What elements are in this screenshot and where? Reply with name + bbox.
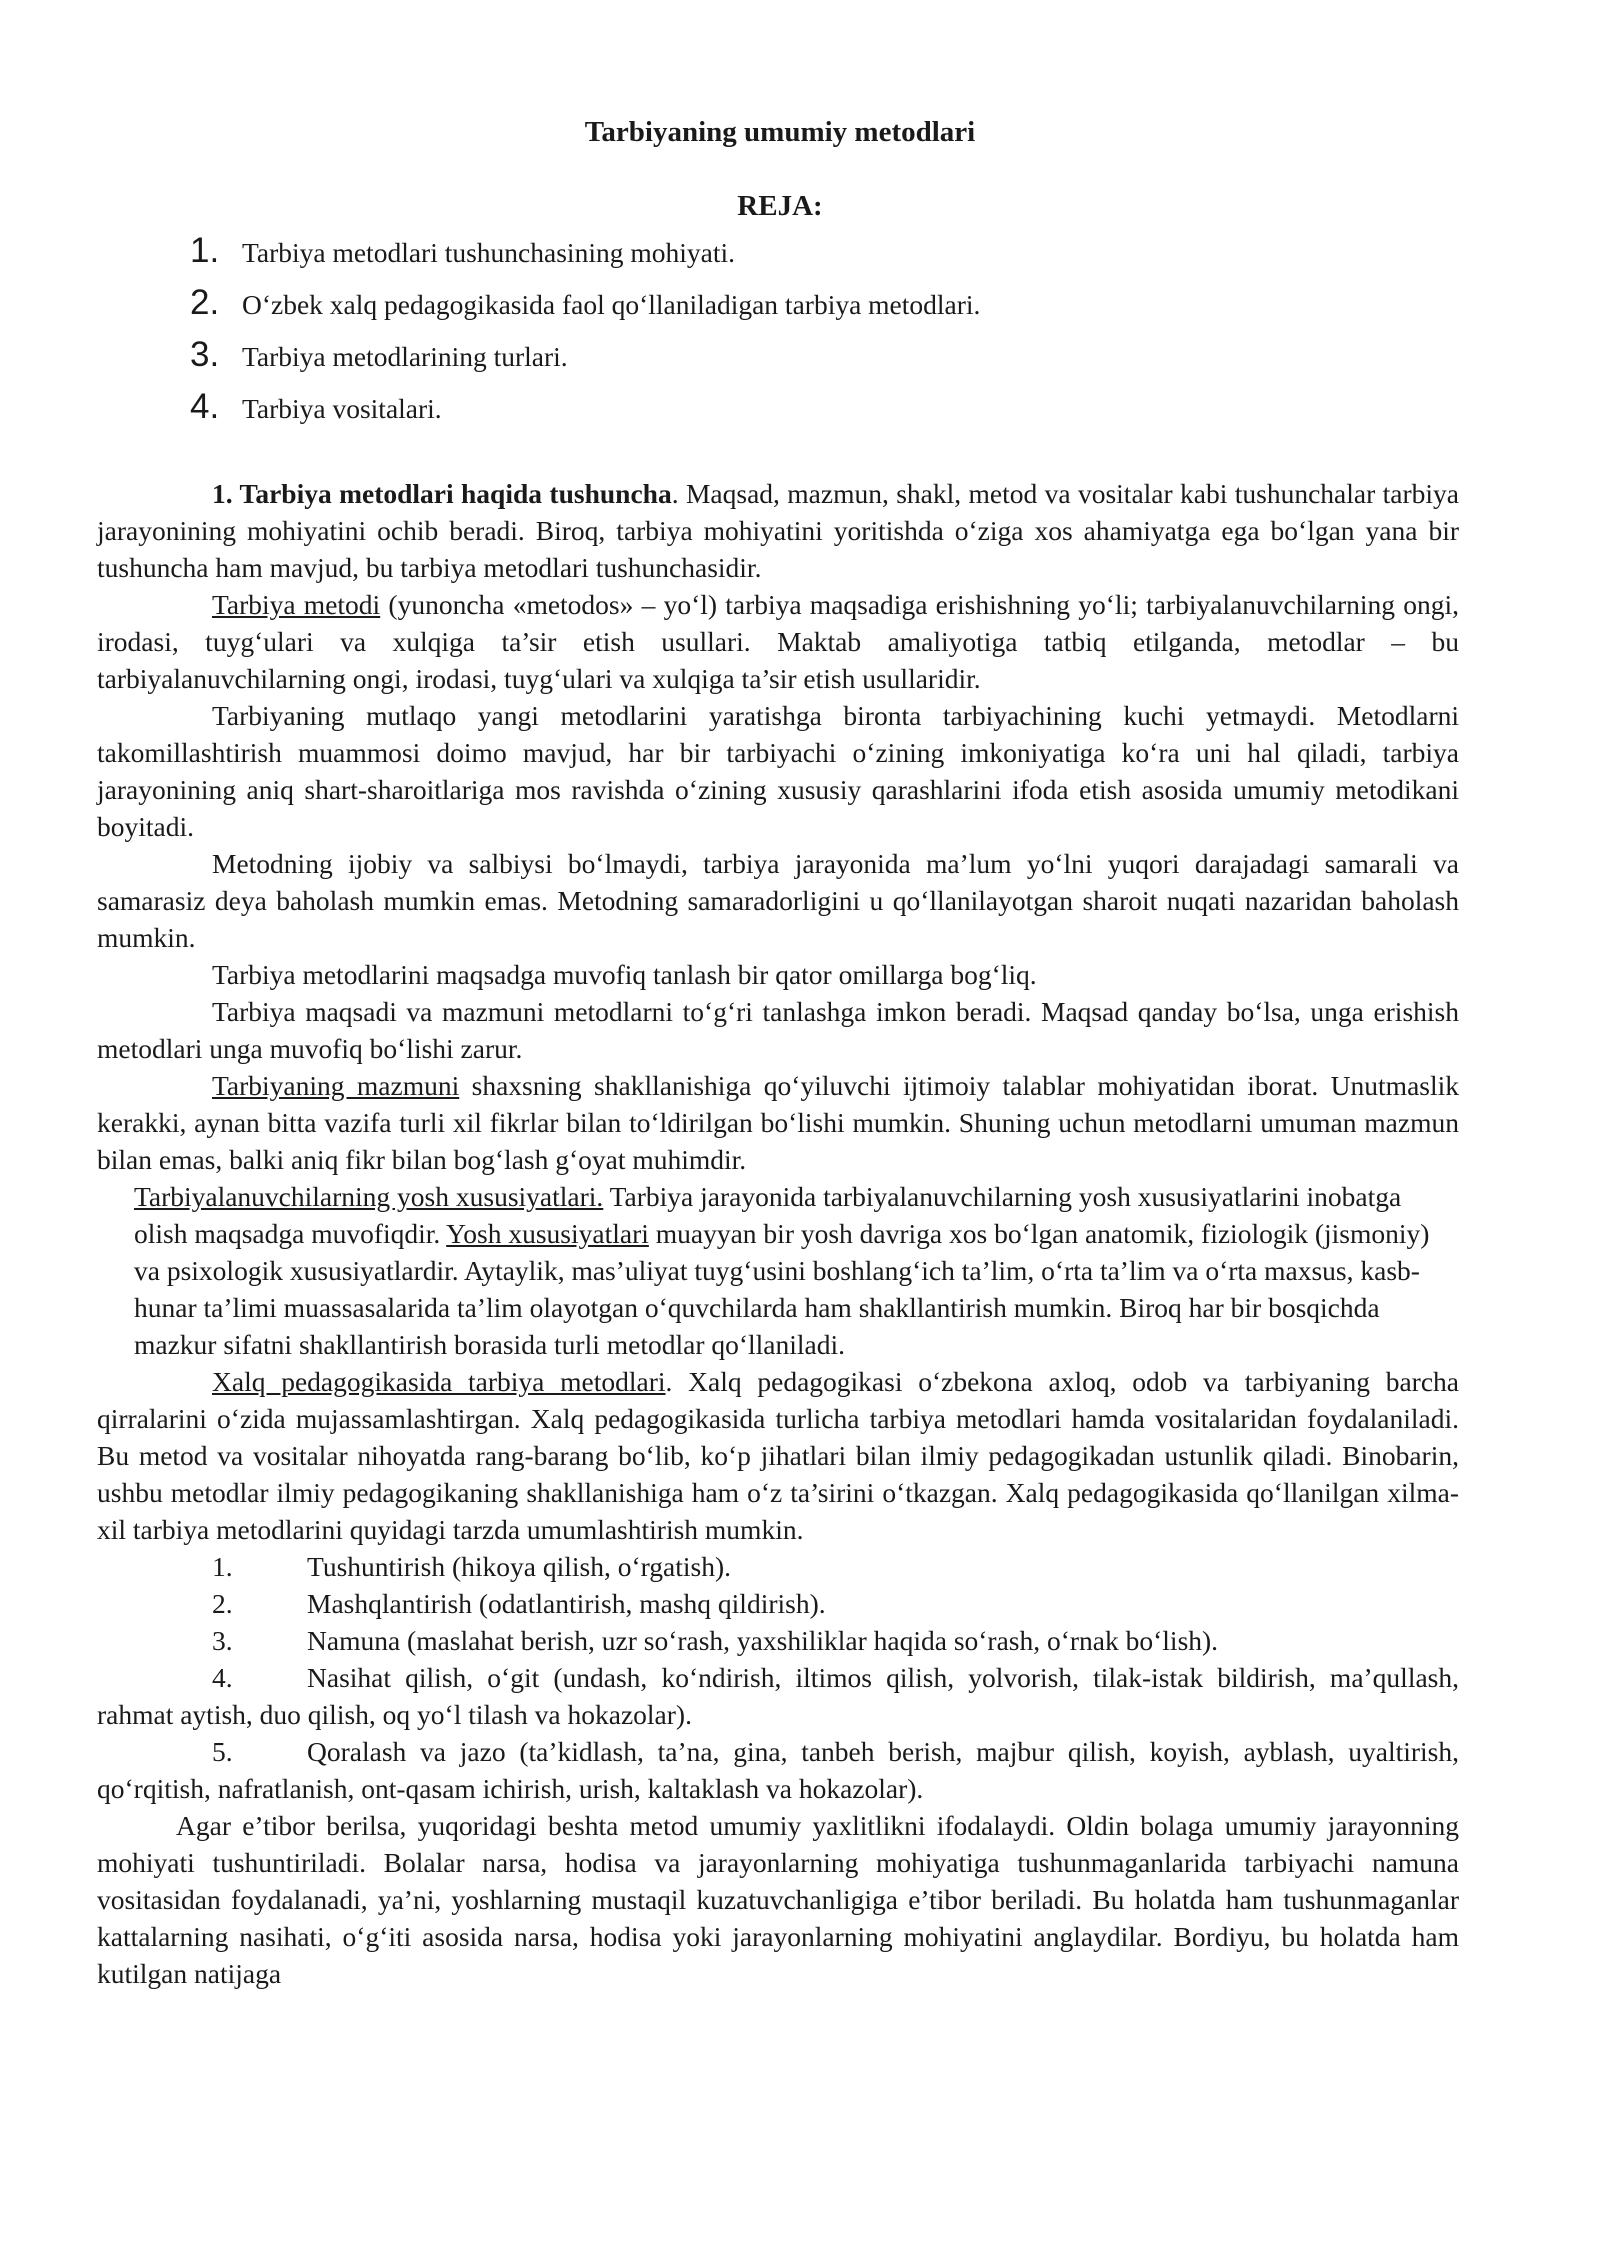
- paragraph-goal-content: Tarbiya maqsadi va mazmuni metodlarni to‘g‘ri tanlashga imkon beradi. Maqsad qanday bo‘lsa, unga erishish metodlari unga muvofiq bo‘lishi zarur.: [97, 996, 1459, 1064]
- paragraph-age-features: [97, 1178, 1459, 1363]
- plan-item-text: Tarbiya metodlari tushunchasining mohiyati.: [242, 237, 735, 268]
- method-number: 4.: [212, 1662, 233, 1693]
- section-heading: 1. Tarbiya metodlari haqida tushuncha: [212, 478, 672, 509]
- document-body: [97, 475, 1459, 1992]
- plan-item-text: O‘zbek xalq pedagogikasida faol qo‘llaniladigan tarbiya metodlari.: [242, 289, 981, 320]
- underlined-term: Yosh xususiyatlari: [446, 1218, 649, 1249]
- plan-item-text: Tarbiya metodlarining turlari.: [242, 341, 568, 372]
- underlined-term: Tarbiyaning mazmuni: [212, 1070, 460, 1101]
- method-text: Namuna (maslahat berish, uzr so‘rash, yaxshiliklar haqida so‘rash, o‘rnak bo‘lish).: [307, 1625, 1219, 1656]
- method-number: 1.: [212, 1551, 233, 1582]
- paragraph-method-selection: Tarbiya metodlarini maqsadga muvofiq tanlash bir qator omillarga bog‘liq.: [212, 959, 1037, 990]
- paragraph-text: Tarbiya jarayonida tarbiyalanuvchilarning yosh xususiyatlarini inobatga olish maqsadga muvofiqdir.: [134, 1181, 1402, 1249]
- plan-heading: REJA:: [737, 190, 823, 222]
- plan-item: [190, 232, 980, 284]
- plan-item-number: 4.: [190, 387, 220, 426]
- method-item: [97, 1548, 1459, 1585]
- paragraph-conclusion: Agar e’tibor berilsa, yuqoridagi beshta metod umumiy yaxlitlikni ifodalaydi. Oldin bolaga umumiy jarayonning mohiyati tushuntiriladi. Bolalar narsa, hodisa va jarayonlarning mohiyatiga tushunmaganlarida tarbiyachi namuna vositasidan foydalanadi, ya’ni, yoshlarning mustaqil kuzatuvchanligiga e’tibor beriladi. Bu holatda ham tushunmaganlar kattalarning nasihati, o‘g‘iti asosida narsa, hodisa yoki jarayonlarning mohiyatini anglaydilar. Bordiyu, bu holatda ham kutilgan natijaga: [97, 1810, 1459, 1989]
- paragraph-text: (yunoncha «metodos» – yo‘l) tarbiya maqsadiga erishishning yo‘li; tarbiyalanuvchilarning ongi, irodasi, tuyg‘ulari va xulqiga ta’sir etish usullari. Maktab amaliyotiga tatbiq etilganda, metodlar – bu tarbiyalanuvchilarning ongi, irodasi, tuyg‘ulari va xulqiga ta’sir etish usullaridir.: [97, 589, 1459, 694]
- paragraph-content: [97, 1067, 1459, 1178]
- method-number: 3.: [212, 1625, 233, 1656]
- plan-list: [190, 232, 980, 440]
- paragraph-folk-pedagogy: [97, 1363, 1459, 1548]
- plan-item: [190, 336, 980, 388]
- method-item: [97, 1585, 1459, 1622]
- document-title: Tarbiyaning umumiy metodlari: [584, 116, 976, 148]
- paragraph-text: muayyan bir yosh davriga xos bo‘lgan anatomik, fiziologik (jismoniy) va psixologik xususiyatlardir. Aytaylik, mas’uliyat tuyg‘usini boshlang‘ich ta’lim, o‘rta ta’lim va o‘rta maxsus, kasb-hunar ta’limi muassasalarida ta’lim olayotgan o‘quvchilarda ham shakllantirish mumkin. Biroq har bir bosqichda mazkur sifatni shakllantirish borasida turli metodlar qo‘llaniladi.: [134, 1218, 1430, 1360]
- method-text: Nasihat qilish, o‘git (undash, ko‘ndirish, iltimos qilish, yolvorish, tilak-istak bildirish, ma’qullash, rahmat aytish, duo qilish, oq yo‘l tilash va hokazolar).: [97, 1662, 1459, 1730]
- paragraph-text: shaxsning shakllanishiga qo‘yiluvchi ijtimoiy talablar mohiyatidan iborat. Unutmaslik kerakki, aynan bitta vazifa turli xil fikrlar bilan to‘ldirilgan bo‘lishi mumkin. Shuning uchun metodlarni umuman mazmun bilan emas, balki aniq fikr bilan bog‘lash g‘oyat muhimdir.: [97, 1070, 1460, 1175]
- underlined-term: Xalq pedagogikasida tarbiya metodlari: [212, 1366, 666, 1397]
- paragraph-concept: [97, 475, 1459, 586]
- plan-item: [190, 284, 980, 336]
- underlined-term: Tarbiyalanuvchilarning yosh xususiyatlari.: [134, 1181, 604, 1212]
- method-item: [97, 1733, 1459, 1807]
- paragraph-method-evaluation: Metodning ijobiy va salbiysi bo‘lmaydi, tarbiya jarayonida ma’lum yo‘lni yuqori darajadagi samarali va samarasiz deya baholash mumkin emas. Metodning samaradorligini u qo‘llanilayotgan sharoit nuqati nazaridan baholash mumkin.: [97, 848, 1459, 953]
- method-number: 5.: [212, 1736, 233, 1767]
- paragraph-text: . Maqsad, mazmun, shakl, metod va vositalar kabi tushunchalar tarbiya jarayonining mohiyatini ochib beradi. Biroq, tarbiya mohiyatini yoritishda o‘ziga xos ahamiyatga ega bo‘lgan yana bir tushuncha ham mavjud, bu tarbiya metodlari tushunchasidir.: [97, 478, 1459, 583]
- plan-item-text: Tarbiya vositalari.: [242, 393, 442, 424]
- paragraph-new-methods: Tarbiyaning mutlaqo yangi metodlarini yaratishga bironta tarbiyachining kuchi yetmaydi. Metodlarni takomillashtirish muammosi doimo mavjud, har bir tarbiyachi o‘zining imkoniyatiga ko‘ra uni hal qiladi, tarbiya jarayonining aniq shart-sharoitlariga mos ravishda o‘zining xususiy qarashlarini ifoda etish asosida umumiy metodikani boyitadi.: [97, 700, 1459, 842]
- method-text: Mashqlantirish (odatlantirish, mashq qildirish).: [307, 1588, 826, 1619]
- method-text: Tushuntirish (hikoya qilish, o‘rgatish).: [307, 1551, 731, 1582]
- plan-item-number: 3.: [190, 335, 220, 374]
- method-text: Qoralash va jazo (ta’kidlash, ta’na, gina, tanbeh berish, majbur qilish, koyish, ayblash, uyaltirish, qo‘rqitish, nafratlanish, ont-qasam ichirish, urish, kaltaklash va hokazolar).: [97, 1736, 1459, 1804]
- paragraph-definition: [97, 586, 1459, 697]
- underlined-term: Tarbiya metodi: [212, 589, 381, 620]
- plan-item-number: 1.: [190, 231, 220, 270]
- plan-item-number: 2.: [190, 283, 220, 322]
- method-number: 2.: [212, 1588, 233, 1619]
- method-item: [97, 1659, 1459, 1733]
- paragraph-text: . Xalq pedagogikasi o‘zbekona axloq, odob va tarbiyaning barcha qirralarini o‘zida mujassamlashtirgan. Xalq pedagogikasida turlicha tarbiya metodlari hamda vositalaridan foydalaniladi. Bu metod va vositalar nihoyatda rang-barang bo‘lib, ko‘p jihatlari bilan ilmiy pedagogikadan ustunlik qiladi. Binobarin, ushbu metodlar ilmiy pedagogikaning shakllanishiga ham o‘z ta’sirini o‘tkazgan. Xalq pedagogikasida qo‘llanilgan xilma-xil tarbiya metodlarini quyidagi tarzda umumlashtirish mumkin.: [97, 1366, 1459, 1545]
- method-item: [97, 1622, 1459, 1659]
- plan-item: [190, 388, 980, 440]
